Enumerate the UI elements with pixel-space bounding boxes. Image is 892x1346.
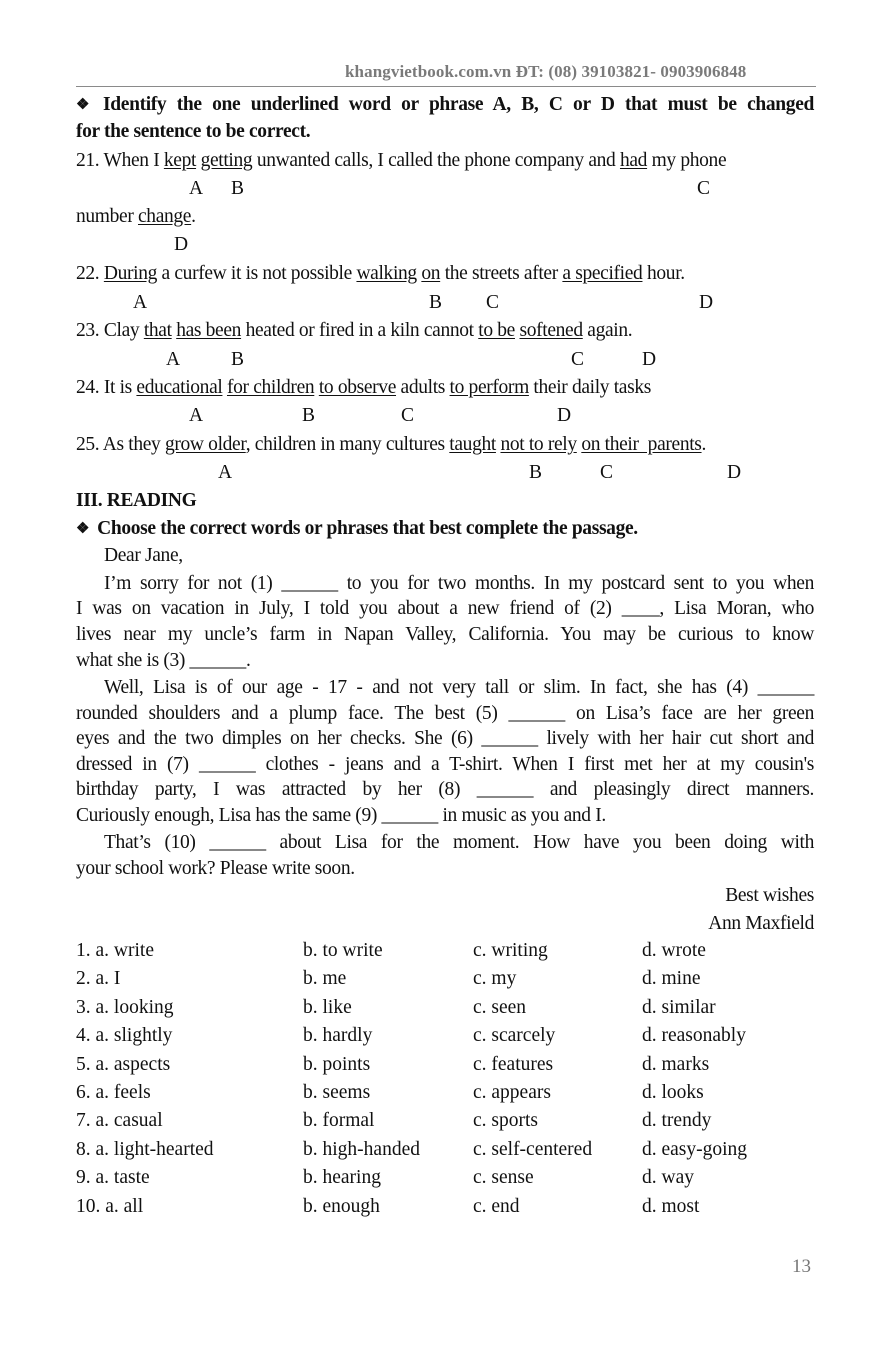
option-1-b[interactable] xyxy=(303,940,383,962)
option-number: 10. xyxy=(76,1195,101,1217)
option-10-d[interactable] xyxy=(642,1196,699,1218)
option-number: 5. xyxy=(76,1053,91,1075)
p1-line4: what she is (3) ______. xyxy=(76,650,251,671)
label-22-c: C xyxy=(486,292,500,313)
option-8-c[interactable] xyxy=(473,1139,592,1161)
option-2-d[interactable] xyxy=(642,968,701,990)
p2-line4: dressed in (7) ______ clothes - jeans and a T-shirt. When I first met her at my cousin's xyxy=(76,754,814,775)
option-7-b[interactable] xyxy=(303,1110,374,1132)
option-10-a[interactable] xyxy=(76,1196,143,1218)
label-21-a: A xyxy=(189,178,204,199)
option-23-c[interactable]: to be xyxy=(478,320,515,341)
option-text: a. I xyxy=(95,968,121,990)
option-text: b. enough xyxy=(303,1195,380,1217)
label-21-c: C xyxy=(697,178,711,199)
question-22: 22. During a curfew it is not possible walking on the streets after a specified hour. xyxy=(76,263,685,284)
option-4-a[interactable] xyxy=(76,1025,172,1047)
option-text: b. hardly xyxy=(303,1025,373,1047)
option-3-b[interactable] xyxy=(303,997,352,1019)
label-25-c: C xyxy=(600,462,614,483)
option-text: c. end xyxy=(473,1195,520,1217)
p2-line1: Well, Lisa is of our age - 17 - and not very tall or slim. In fact, she has (4) ______ xyxy=(104,677,814,698)
label-22-a: A xyxy=(133,292,148,313)
option-text: d. mine xyxy=(642,968,701,990)
option-text: a. all xyxy=(105,1195,144,1217)
question-25: 25. As they grow older, children in many cultures taught not to rely on their parents. xyxy=(76,434,707,455)
option-3-a[interactable] xyxy=(76,997,174,1019)
option-text: d. looks xyxy=(642,1082,704,1103)
four-diamond-bullet-icon: ❖ xyxy=(76,521,90,537)
letter-signature: Ann Maxfield xyxy=(708,913,814,934)
question-21: 21. When I kept getting unwanted calls, I called the phone company and had my phone xyxy=(76,150,727,171)
option-text: d. similar xyxy=(642,996,716,1018)
option-number: 7. xyxy=(76,1110,91,1132)
p2-line5: birthday party, I was attracted by her (8) ______ and pleasingly direct manners. xyxy=(76,779,814,800)
p1-line3: lives near my uncle’s farm in Napan Valley, California. You may be curious to know xyxy=(76,624,814,645)
option-24-c[interactable]: to observe xyxy=(318,377,397,398)
option-7-c[interactable] xyxy=(473,1110,538,1132)
option-9-c[interactable] xyxy=(473,1167,534,1189)
option-23-a[interactable]: that xyxy=(143,320,172,341)
option-number: 9. xyxy=(76,1167,91,1189)
option-text: b. high-handed xyxy=(303,1138,420,1160)
option-2-b[interactable] xyxy=(303,968,346,990)
option-6-d[interactable] xyxy=(642,1082,704,1104)
p2-line6: Curiously enough, Lisa has the same (9) ______ in music as you and I. xyxy=(76,805,606,826)
option-text: b. me xyxy=(303,968,347,990)
option-22-a[interactable]: During xyxy=(103,263,158,284)
option-4-d[interactable] xyxy=(642,1025,746,1047)
option-text: a. light-hearted xyxy=(95,1138,214,1160)
label-21-b: B xyxy=(231,178,245,199)
option-text: a. slightly xyxy=(95,1025,173,1047)
label-24-c: C xyxy=(401,405,415,426)
option-10-c[interactable] xyxy=(473,1196,520,1218)
question-23: 23. Clay that has been heated or fired in a kiln cannot to be softened again. xyxy=(76,320,633,341)
option-22-d[interactable]: a specified xyxy=(562,263,643,284)
option-text: c. appears xyxy=(473,1082,551,1103)
option-text: b. seems xyxy=(303,1082,371,1103)
label-23-d: D xyxy=(642,349,657,370)
p3-line2: your school work? Please write soon. xyxy=(76,858,355,879)
option-text: a. taste xyxy=(95,1167,150,1189)
option-1-c[interactable] xyxy=(473,940,548,962)
option-text: b. formal xyxy=(303,1110,375,1132)
question-24: 24. It is educational for children to observe adults to perform their daily tasks xyxy=(76,377,651,398)
option-5-a[interactable] xyxy=(76,1054,170,1076)
option-number: 1. xyxy=(76,940,91,961)
label-23-c: C xyxy=(571,349,585,370)
option-text: b. points xyxy=(303,1053,371,1075)
option-8-a[interactable] xyxy=(76,1139,214,1161)
option-22-c[interactable]: on xyxy=(421,263,441,284)
option-text: d. trendy xyxy=(642,1110,712,1132)
option-text: c. features xyxy=(473,1053,554,1075)
option-number: 8. xyxy=(76,1138,91,1160)
p3-line1: That’s (10) ______ about Lisa for the moment. How have you been doing with xyxy=(104,832,814,853)
option-25-b[interactable]: taught xyxy=(449,434,496,455)
option-8-d[interactable] xyxy=(642,1139,747,1161)
reading-heading: III. READING xyxy=(76,490,197,511)
option-5-d[interactable] xyxy=(642,1054,709,1076)
option-text: d. marks xyxy=(642,1053,710,1075)
p2-line3: eyes and the two dimples on her checks. She (6) ______ lively with her hair cut short and xyxy=(76,728,814,749)
option-4-c[interactable] xyxy=(473,1025,555,1047)
option-6-b[interactable] xyxy=(303,1082,370,1104)
label-24-b: B xyxy=(302,405,316,426)
option-number: 4. xyxy=(76,1025,91,1047)
option-text: c. sense xyxy=(473,1167,534,1189)
option-25-d[interactable]: on their parents xyxy=(581,434,702,455)
option-6-a[interactable] xyxy=(76,1082,151,1104)
question-21-cont: number change. xyxy=(76,206,196,227)
label-24-d: D xyxy=(557,405,572,426)
option-number: 2. xyxy=(76,968,91,990)
option-text: c. scarcely xyxy=(473,1025,556,1047)
option-21-a[interactable]: kept xyxy=(163,150,197,171)
option-7-a[interactable] xyxy=(76,1110,163,1132)
option-24-d[interactable]: to perform xyxy=(449,377,529,398)
option-text: c. writing xyxy=(473,940,548,961)
page-number: 13 xyxy=(792,1256,811,1277)
option-text: a. feels xyxy=(95,1082,151,1103)
option-23-b[interactable]: has been xyxy=(176,320,242,341)
option-text: d. reasonably xyxy=(642,1025,746,1047)
option-text: d. way xyxy=(642,1167,694,1189)
option-6-c[interactable] xyxy=(473,1082,551,1104)
option-3-d[interactable] xyxy=(642,997,716,1019)
label-23-a: A xyxy=(166,349,181,370)
option-1-d[interactable] xyxy=(642,940,706,962)
option-8-b[interactable] xyxy=(303,1139,420,1161)
letter-closing: Best wishes xyxy=(725,885,814,906)
option-text: c. self-centered xyxy=(473,1138,593,1160)
option-text: b. hearing xyxy=(303,1167,381,1189)
option-21-c[interactable]: had xyxy=(619,150,648,171)
option-1-a[interactable] xyxy=(76,940,154,962)
label-21-d: D xyxy=(174,234,189,255)
option-25-c[interactable]: not to rely xyxy=(500,434,577,455)
label-23-b: B xyxy=(231,349,245,370)
option-4-b[interactable] xyxy=(303,1025,372,1047)
p1-line1: I’m sorry for not (1) ______ to you for two months. In my postcard sent to you when xyxy=(104,573,814,594)
option-number: 3. xyxy=(76,996,91,1018)
reading-instruction: ❖ Choose the correct words or phrases that best complete the passage. xyxy=(76,518,638,539)
option-text: a. looking xyxy=(95,996,174,1018)
header-phone: ĐT: (08) 39103821- 0903906848 xyxy=(515,62,747,81)
option-2-c[interactable] xyxy=(473,968,516,990)
page-header xyxy=(345,62,746,82)
option-text: d. easy-going xyxy=(642,1138,748,1160)
option-25-a[interactable]: grow older xyxy=(164,434,246,455)
option-2-a[interactable] xyxy=(76,968,120,990)
label-25-b: B xyxy=(529,462,543,483)
p1-line2: I was on vacation in July, I told you about a new friend of (2) ____, Lisa Moran, who xyxy=(76,598,814,619)
option-23-d[interactable]: softened xyxy=(519,320,583,341)
option-24-a[interactable]: educational xyxy=(136,377,223,398)
option-text: b. to write xyxy=(303,940,383,961)
option-7-d[interactable] xyxy=(642,1110,711,1132)
option-21-d[interactable]: change xyxy=(138,206,192,227)
error-instruction-line2: for the sentence to be correct. xyxy=(76,121,311,142)
four-diamond-bullet-icon: ❖ xyxy=(76,97,96,113)
option-text: a. write xyxy=(95,940,154,961)
option-text: b. like xyxy=(303,996,352,1018)
label-22-b: B xyxy=(429,292,443,313)
option-text: c. my xyxy=(473,968,517,990)
option-3-c[interactable] xyxy=(473,997,526,1019)
option-5-b[interactable] xyxy=(303,1054,370,1076)
label-22-d: D xyxy=(699,292,714,313)
option-21-b[interactable]: getting xyxy=(200,150,253,171)
option-text: d. wrote xyxy=(642,940,706,961)
label-24-a: A xyxy=(189,405,204,426)
option-9-a[interactable] xyxy=(76,1167,150,1189)
option-text: d. most xyxy=(642,1195,700,1217)
option-9-b[interactable] xyxy=(303,1167,381,1189)
header-site: khangvietbook.com.vn xyxy=(345,62,512,81)
p2-line2: rounded shoulders and a plump face. The best (5) ______ on Lisa’s face are her green xyxy=(76,703,814,724)
option-text: c. sports xyxy=(473,1110,538,1132)
option-10-b[interactable] xyxy=(303,1196,380,1218)
option-22-b[interactable]: walking xyxy=(356,263,417,284)
option-text: c. seen xyxy=(473,996,527,1018)
option-text: a. casual xyxy=(95,1110,163,1132)
header-divider xyxy=(76,86,816,87)
option-9-d[interactable] xyxy=(642,1167,694,1189)
error-instruction-line1: ❖ Identify the one underlined word or phrase A, B, C or D that must be changed xyxy=(76,94,815,115)
option-24-b[interactable]: for children xyxy=(226,377,315,398)
label-25-d: D xyxy=(727,462,742,483)
label-25-a: A xyxy=(218,462,233,483)
option-5-c[interactable] xyxy=(473,1054,553,1076)
option-number: 6. xyxy=(76,1082,91,1103)
letter-greeting: Dear Jane, xyxy=(104,545,183,566)
option-text: a. aspects xyxy=(95,1053,171,1075)
